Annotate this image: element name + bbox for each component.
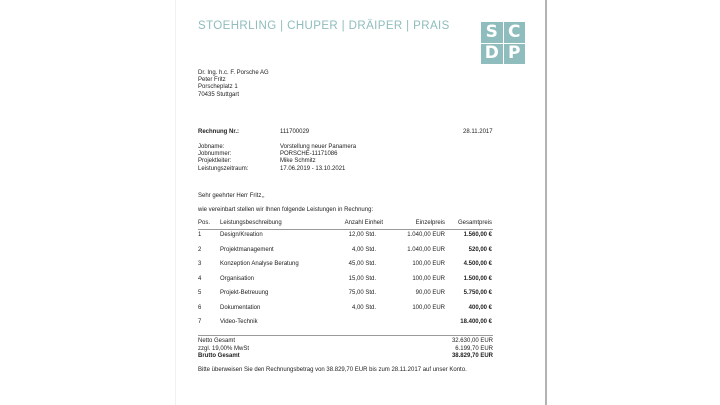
invoice-number: 111700029 <box>280 129 310 135</box>
payment-note: Bitte überweisen Sie den Rechnungsbetrag von 38.829,70 EUR bis zum 28.11.2017 auf unser Konto. <box>198 367 467 373</box>
company-name: STOEHRLING | CHUPER | DRÄIPER | PRAIS <box>198 20 450 32</box>
cell-pos: 5 <box>198 290 202 296</box>
header-desc: Leistungsbeschreibung <box>220 220 282 226</box>
cell-qty: 4,00 Std. <box>351 246 376 253</box>
logo-letter: C <box>504 22 526 43</box>
table-row <box>198 247 493 255</box>
cell-total: 18.400,00 € <box>460 319 492 325</box>
intro-text: wie vereinbart stellen wir Ihnen folgende Leistungen in Rechnung: <box>198 207 374 213</box>
address-line: Peter Fritz <box>198 77 226 84</box>
page-border <box>545 0 547 405</box>
vat-label: zzgl. 19,00% MwSt <box>198 345 250 352</box>
cell-total: 520,00 € <box>468 246 492 253</box>
table-row <box>198 305 493 313</box>
cell-qty: 15,00 Std. <box>348 275 376 282</box>
meta-value: PORSCHE-11171086 <box>280 151 338 158</box>
table-row <box>198 276 493 284</box>
table-row <box>198 319 493 327</box>
cell-pos: 3 <box>198 261 202 267</box>
meta-label: Jobname: <box>198 144 225 150</box>
cell-desc: Projektmanagement <box>220 246 274 253</box>
cell-desc: Dokumentation <box>220 304 261 311</box>
cell-desc: Organisation <box>220 275 255 282</box>
cell-pos: 4 <box>198 275 202 282</box>
cell-pos: 1 <box>198 232 202 238</box>
gross-total-value: 38.829,70 EUR <box>451 353 493 359</box>
header-total: Gesamtpreis <box>457 220 492 226</box>
address-line: 70435 Stuttgart <box>198 91 240 98</box>
meta-value: Vorstellung neuer Panamera <box>280 144 357 150</box>
table-row <box>198 290 493 298</box>
vat-value: 6.199,70 EUR <box>455 345 493 352</box>
meta-label: Projektleiter: <box>198 158 232 165</box>
cell-desc: Video-Technik <box>220 319 258 325</box>
logo-letter: D <box>481 44 503 65</box>
table-row <box>198 261 493 269</box>
meta-labels <box>198 144 248 173</box>
meta-label: Leistungszeitraum: <box>198 165 249 172</box>
cell-total: 1.500,00 € <box>463 275 492 282</box>
totals-divider <box>198 335 493 336</box>
address-line: Dr. Ing. h.c. F. Porsche AG <box>198 70 269 76</box>
cell-desc: Design/Kreation <box>220 232 263 238</box>
cell-total: 4.500,00 € <box>463 261 492 267</box>
header-pos: Pos. <box>198 220 211 226</box>
cell-qty: 75,00 Std. <box>348 290 376 296</box>
cell-desc: Projekt-Betreuung <box>220 290 269 296</box>
recipient-address <box>198 70 269 99</box>
cell-unit: 100,00 EUR <box>412 275 445 282</box>
cell-desc: Konzeption Analyse Beratung <box>220 261 299 267</box>
cell-total: 1.560,00 € <box>463 232 492 238</box>
table-header-divider <box>198 229 493 230</box>
net-total-value: 32.630,00 EUR <box>451 338 493 344</box>
cell-qty: 12,00 Std. <box>348 232 376 238</box>
cell-unit: 100,00 EUR <box>412 261 445 267</box>
cell-pos: 2 <box>198 246 202 253</box>
address-line: Porscheplatz 1 <box>198 84 238 91</box>
cell-unit: 90,00 EUR <box>415 290 445 296</box>
net-total-label: Netto Gesamt <box>198 338 236 344</box>
gross-total-row <box>198 353 493 361</box>
meta-label: Jobnummer: <box>198 151 232 158</box>
header-unit: Einzelpreis <box>415 220 445 226</box>
meta-values <box>280 144 356 173</box>
cell-qty: 45,00 Std. <box>348 261 376 267</box>
logo-letter: S <box>481 22 503 43</box>
cell-unit: 100,00 EUR <box>412 304 445 311</box>
table-header <box>198 220 493 228</box>
gross-total-label: Brutto Gesamt <box>198 353 240 359</box>
cell-total: 5.750,00 € <box>463 290 492 296</box>
logo-letter: P <box>504 44 526 65</box>
invoice-number-label: Rechnung Nr.: <box>198 129 240 135</box>
company-logo <box>481 22 525 64</box>
cell-pos: 7 <box>198 319 202 325</box>
cell-pos: 6 <box>198 304 202 311</box>
cell-total: 400,00 € <box>468 304 492 311</box>
cell-unit: 1.040,00 EUR <box>407 246 445 253</box>
meta-value: Mike Schmitz <box>280 158 316 165</box>
cell-qty: 4,00 Std. <box>351 304 376 311</box>
invoice-date: 28.11.2017 <box>463 129 493 135</box>
cell-unit: 1.040,00 EUR <box>407 232 445 238</box>
header-qty: Anzahl Einheit <box>344 220 383 226</box>
meta-value: 17.06.2019 - 13.10.2021 <box>280 165 346 172</box>
table-row <box>198 232 493 240</box>
greeting: Sehr geehrter Herr Fritz,, <box>198 193 265 199</box>
